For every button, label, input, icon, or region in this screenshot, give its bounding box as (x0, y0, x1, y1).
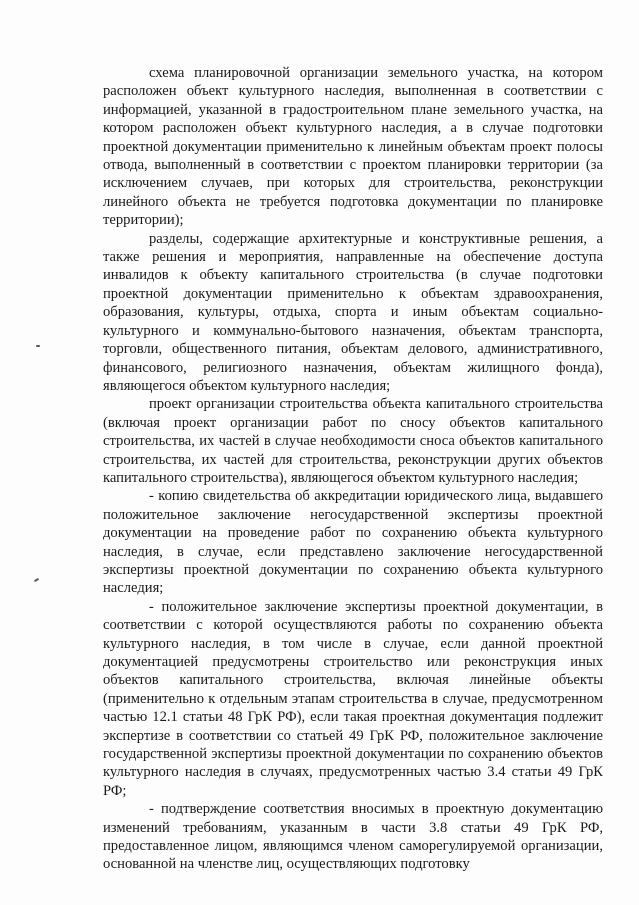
paragraph-changes-confirmation: - подтверждение соответствия вносимых в проектную документацию изменений требованиям, указанным в части 3.8 статьи 49 ГрК РФ, предоставленное лицом, являющимся членом саморегулируемой организации, основанной на членстве лиц, осуществляющих подготовку (103, 801, 603, 873)
paragraph-site-plan: схема планировочной организации земельного участка, на котором расположен объект культурного наследия, выполненная в соответствии с информацией, указанной в градостроительном плане земельного участка, на котором расположен объект культурного наследия, а в случае подготовки проектной документации применительно к линейным объектам проект полосы отвода, выполненный в соответствии с проектом планировки территории (за исключением случаев, при которых для строительства, реконструкции линейного объекта не требуется подготовка документации по планировке территории); (103, 65, 603, 229)
paragraph-accreditation-copy: - копию свидетельства об аккредитации юридического лица, выдавшего положительное заключение негосударственной экспертизы проектной документации на проведение работ по сохранению объекта культурного наследия, в случае, если представлено заключение негосударственной экспертизы проектной документации по сохранению объекта культурного наследия; (103, 488, 603, 597)
paragraph-expertise-conclusion: - положительное заключение экспертизы проектной документации, в соответствии с которой осуществляются работы по сохранению объекта культурного наследия, в том числе в случае, если данной проектной документацией предусмотрены строительство или реконструкция иных объектов капитального строительства, включая линейные объекты (применительно к отдельным этапам строительства в случае, предусмотренном частью 12.1 статьи 48 ГрК РФ), если такая проектная документация подлежит экспертизе в соответствии со статьей 49 ГрК РФ, положительное заключение государственной экспертизы проектной документации по сохранению объектов культурного наследия в случаях, предусмотренных частью 3.4 статьи 49 ГрК РФ; (103, 598, 603, 799)
scan-speck (36, 345, 40, 347)
paragraph-construction-project: проект организации строительства объекта капитального строительства (включая проект организации работ по сносу объектов капитального строительства, их частей в случае необходимости сноса объектов капитального строительства, их частей для строительства, реконструкции других объектов капитального строительства), являющегося объектом культурного наследия; (103, 396, 603, 486)
paragraph-architectural-sections: разделы, содержащие архитектурные и конструктивные решения, а также решения и мероприятия, направленные на обеспечение доступа инвалидов к объекту капитального строительства (в случае подготовки проектной документации применительно к объектам здравоохранения, образования, культуры, отдыха, спорта и иным объектам социально-культурного и коммунально-бытового назначения, объектам транспорта, торговли, общественного питания, объектам делового, административного, финансового, религиозного назначения, объектам жилищного фонда), являющегося объектом культурного наследия; (103, 230, 603, 394)
document-body (103, 64, 603, 874)
scan-speck (34, 578, 39, 582)
